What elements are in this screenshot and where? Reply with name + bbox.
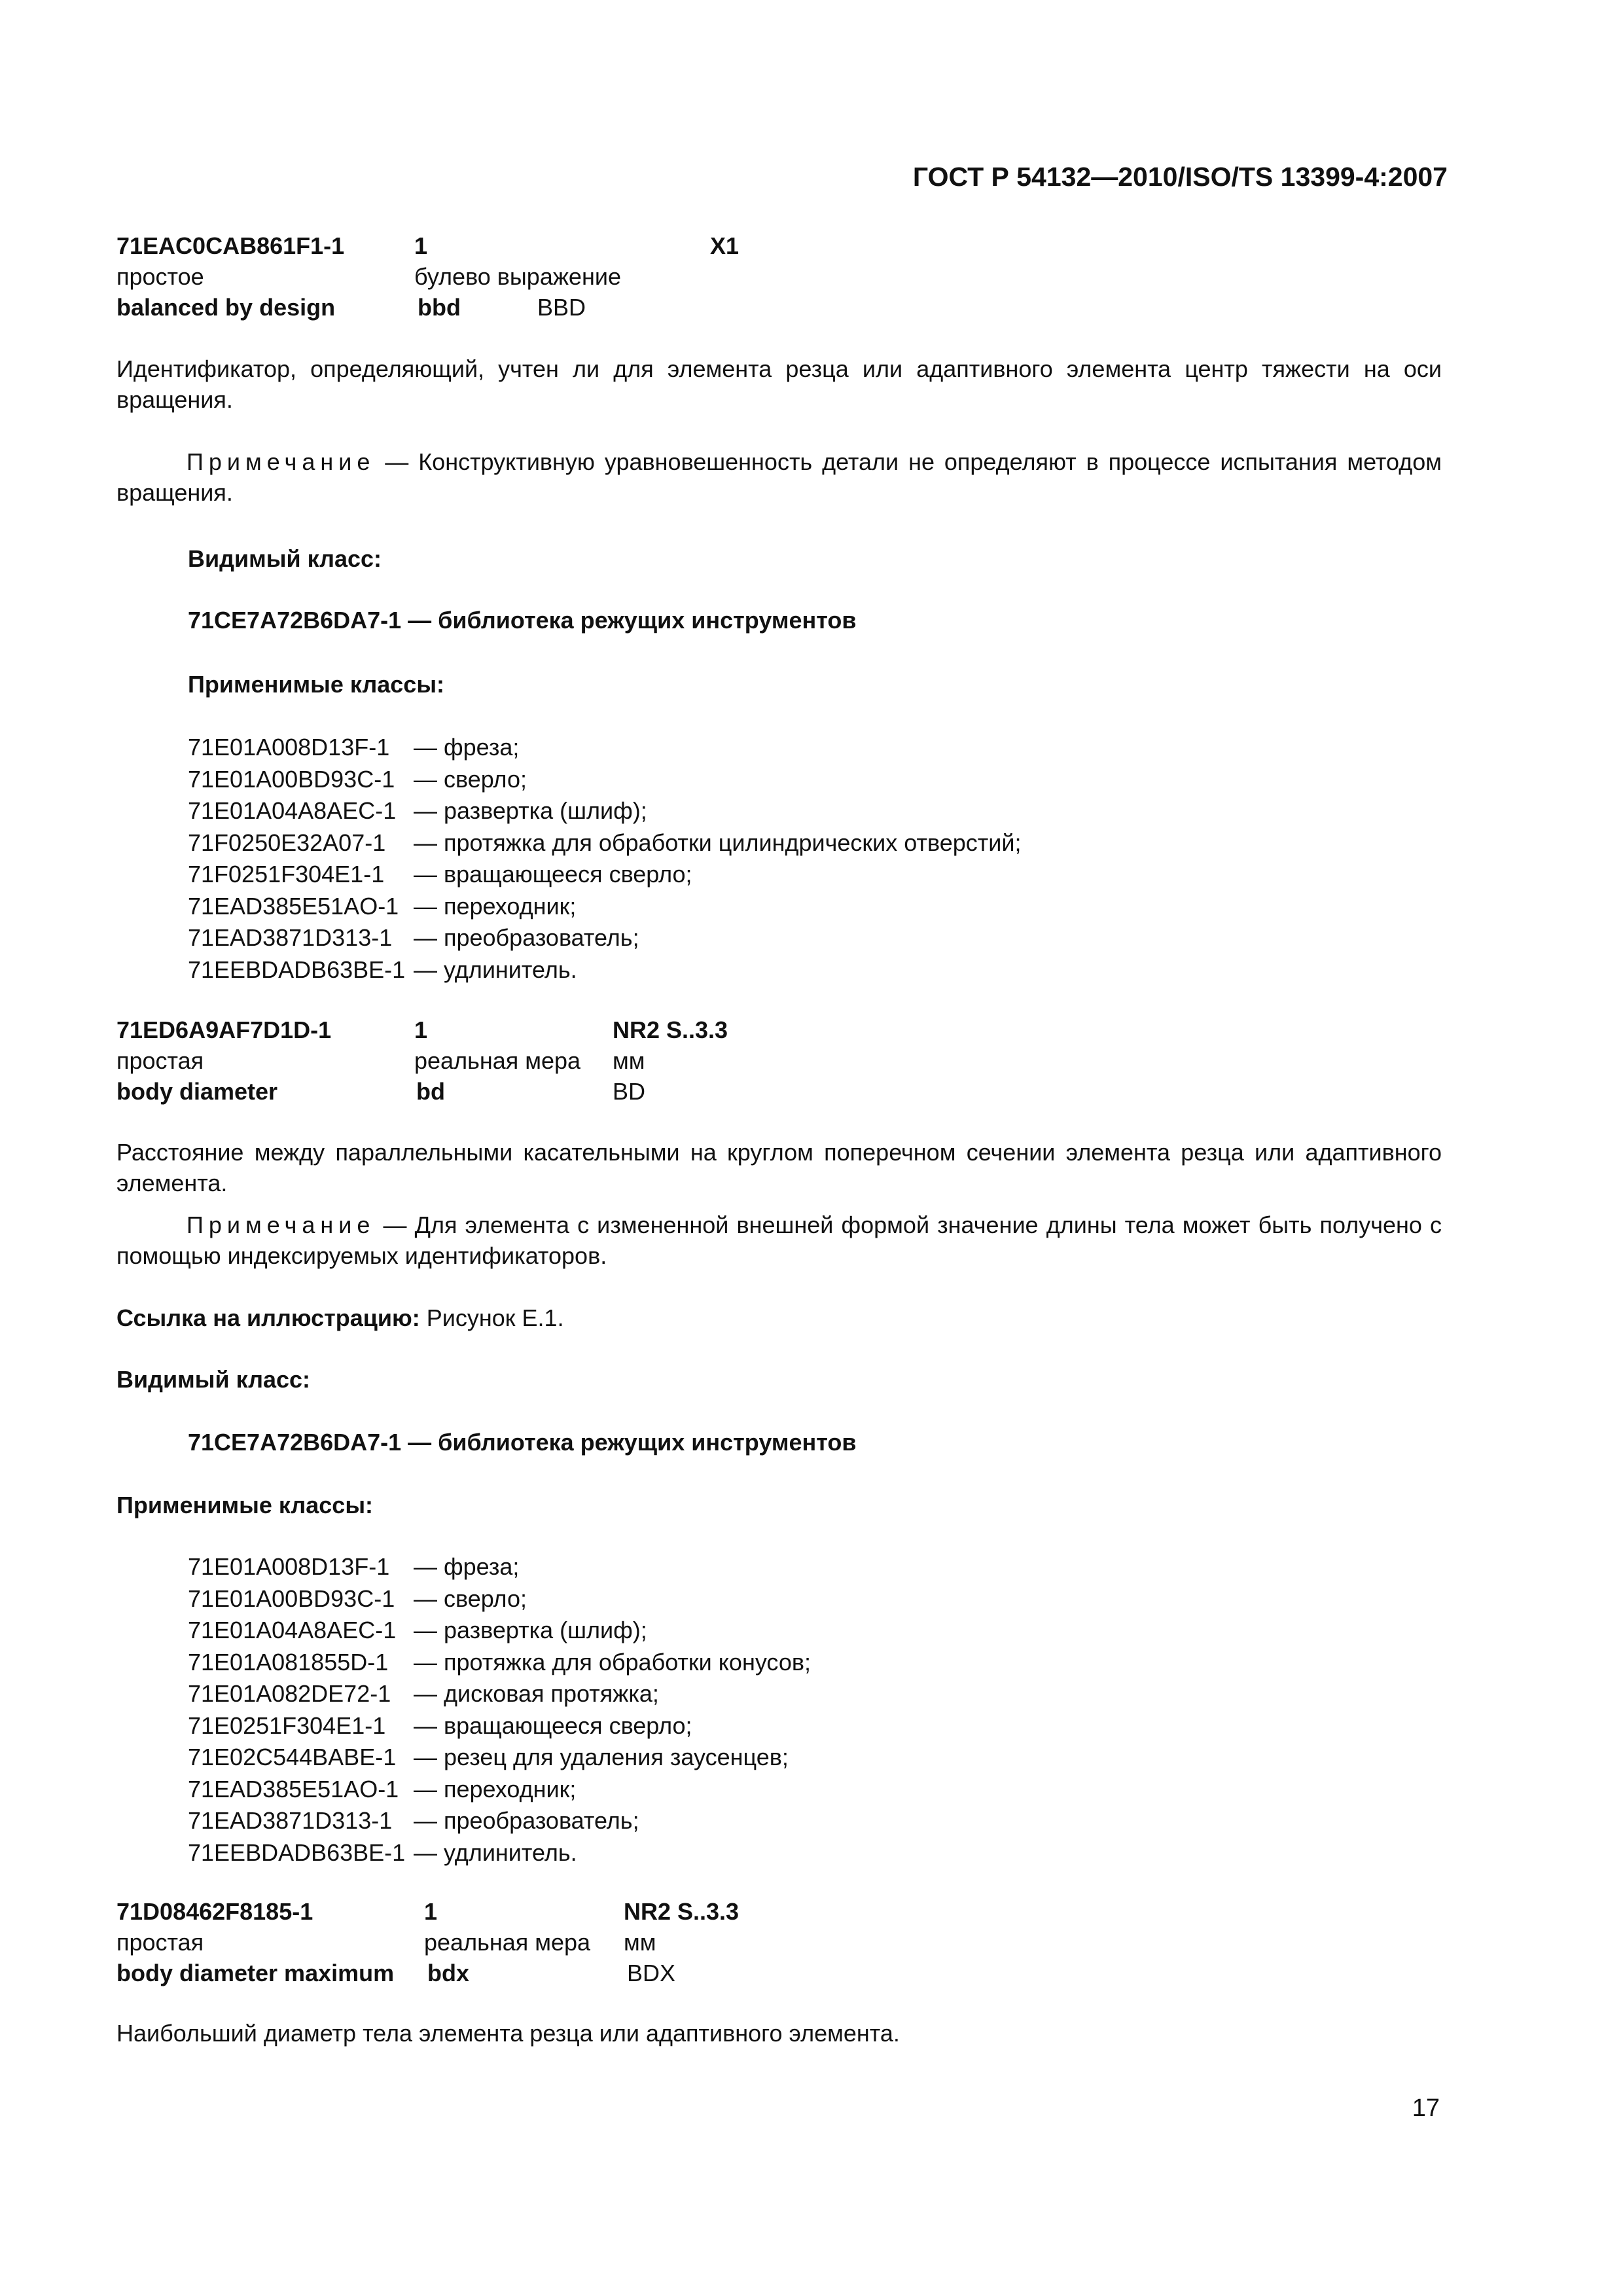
entry-symbol: BD [613,1078,646,1105]
class-description: — удлинитель. [414,956,577,983]
class-code: 71EAD385E51AO-1 [188,1775,399,1803]
class-description: — фреза; [414,1553,520,1580]
definition-text: Расстояние между параллельными касательными на круглом поперечном сечении элемента резца или адаптивного элемента. [116,1139,1442,1196]
note-label: Примечание [187,1211,376,1238]
list-item [188,1837,1366,1869]
class-description: — развертка (шлиф); [414,1617,647,1643]
entry-symbol: BBD [537,294,586,321]
entry1-definition [116,353,1442,415]
page-number: 17 [1412,2094,1440,2122]
entry2-definition [116,1137,1442,1198]
class-description: — сверло; [414,765,527,793]
applicable-classes-list [188,732,1366,986]
list-item [188,954,1366,986]
definition-text: Идентификатор, определяющий, учтен ли для элемента резца или адаптивного элемента центр тяжести на оси вращения. [116,355,1442,413]
illustration-value: Рисунок Е.1. [419,1304,564,1331]
class-code: 71EEBDADB63BE-1 [188,956,406,983]
visible-class-value: 71CE7A72B6DA7-1 — библиотека режущих инструментов [188,607,857,634]
class-code: 71F0251F304E1-1 [188,861,385,888]
illustration-reference [116,1302,1442,1333]
entry-id: 71D08462F8185-1 [116,1898,313,1925]
note-text: — Для элемента с измененной внешней формой значение длины тела может быть получено с помощью индексируемых идентификаторов. [116,1211,1442,1269]
class-code: 71E01A081855D-1 [188,1648,389,1676]
list-item [188,1774,1366,1806]
list-item [188,764,1366,796]
class-description: — вращающееся сверло; [414,861,692,888]
entry-code: bd [416,1078,445,1105]
class-description: — вращающееся сверло; [414,1712,692,1739]
entry-code: bbd [418,294,461,321]
class-code: 71E01A04A8AEC-1 [188,797,397,824]
list-item [188,827,1366,859]
list-item [188,1583,1366,1615]
visible-class-label: Видимый класс: [188,545,382,572]
class-code: 71E01A008D13F-1 [188,1553,390,1580]
entry-datatype: булево выражение [414,263,621,290]
class-description: — протяжка для обработки конусов; [414,1648,811,1676]
list-item [188,891,1366,923]
entry-format: NR2 S..3.3 [613,1016,728,1043]
definition-text: Наибольший диаметр тела элемента резца или адаптивного элемента. [116,2020,900,2047]
entry1-note [116,446,1442,508]
entry-format: X1 [710,232,740,259]
class-description: — преобразователь; [414,1807,639,1834]
list-item [188,1710,1366,1742]
entry-kind: простое [116,263,204,290]
class-code: 71EAD385E51AO-1 [188,892,399,920]
entry-name: body diameter [116,1078,278,1105]
class-code: 71E01A00BD93C-1 [188,1585,395,1612]
entry-unit: мм [613,1047,645,1074]
entry-kind: простая [116,1929,204,1956]
list-item [188,1742,1366,1774]
class-code: 71EEBDADB63BE-1 [188,1839,406,1866]
entry2-note [116,1210,1442,1271]
entry-kind: простая [116,1047,204,1074]
list-item [188,795,1366,827]
list-item [188,1647,1366,1679]
entry-name: balanced by design [116,294,336,321]
entry-body-diameter [116,1014,1442,1107]
class-description: — преобразователь; [414,924,639,951]
class-description: — переходник; [414,892,577,920]
entry-format: NR2 S..3.3 [624,1898,740,1925]
class-code: 71EAD3871D313-1 [188,1807,393,1834]
note-text: — Конструктивную уравновешенность детали не определяют в процессе испытания методом вращения. [116,448,1442,506]
class-code: 71E01A04A8AEC-1 [188,1617,397,1643]
entry-unit: мм [624,1929,656,1956]
class-code: 71F0250E32A07-1 [188,829,386,856]
entry-datatype: реальная мера [424,1929,591,1956]
entry-body-diameter-maximum [116,1896,1442,1988]
class-code: 71E02C544BABE-1 [188,1744,397,1770]
list-item [188,1551,1366,1583]
entry-name: body diameter maximum [116,1960,395,1986]
class-description: — переходник; [414,1775,577,1803]
entry-balanced-by-design [116,230,1442,323]
list-item [188,732,1366,764]
class-description: — сверло; [414,1585,527,1612]
visible-class-value: 71CE7A72B6DA7-1 — библиотека режущих инструментов [188,1429,857,1456]
entry-id: 71ED6A9AF7D1D-1 [116,1016,332,1043]
class-description: — резец для удаления заусенцев; [414,1744,789,1770]
applicable-classes-list [188,1551,1366,1869]
class-description: — дисковая протяжка; [414,1680,659,1707]
class-code: 71EAD3871D313-1 [188,924,393,951]
entry-version: 1 [414,232,428,259]
entry-code: bdx [427,1960,470,1986]
entry-datatype: реальная мера [414,1047,581,1074]
list-item [188,922,1366,954]
list-item [188,1615,1366,1647]
class-description: — фреза; [414,734,520,761]
class-description: — протяжка для обработки цилиндрических отверстий; [414,829,1022,856]
class-code: 71E01A008D13F-1 [188,734,390,761]
standard-header: ГОСТ Р 54132—2010/ISO/TS 13399-4:2007 [912,162,1448,192]
class-code: 71E01A082DE72-1 [188,1680,391,1707]
list-item [188,859,1366,891]
entry-id: 71EAC0CAB861F1-1 [116,232,345,259]
applicable-classes-label: Применимые классы: [188,671,445,698]
entry3-definition [116,2018,1442,2049]
note-label: Примечание [187,448,376,475]
class-code: 71E01A00BD93C-1 [188,765,395,793]
entry-symbol: BDX [627,1960,676,1986]
entry-version: 1 [424,1898,438,1925]
illustration-label: Ссылка на иллюстрацию: [116,1304,420,1331]
class-code: 71E0251F304E1-1 [188,1712,386,1739]
visible-class-label: Видимый класс: [116,1366,310,1393]
entry-version: 1 [414,1016,428,1043]
list-item [188,1678,1366,1710]
class-description: — развертка (шлиф); [414,797,647,824]
class-description: — удлинитель. [414,1839,577,1866]
applicable-classes-label: Применимые классы: [116,1492,374,1518]
list-item [188,1805,1366,1837]
